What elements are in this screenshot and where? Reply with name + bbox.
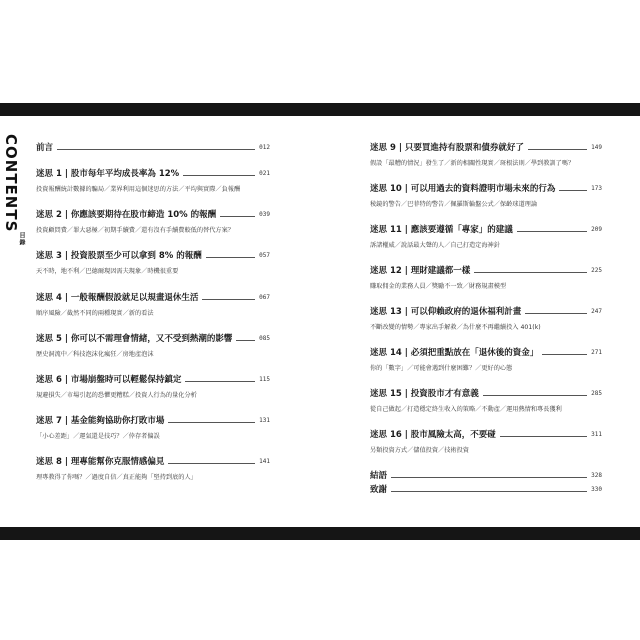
toc-page-number: 271	[591, 349, 602, 356]
leader-line	[483, 395, 587, 396]
toc-entry-title: 迷思 11 | 應該要遵循「專家」的建議	[370, 225, 513, 235]
toc-entry-subtopics: 「小心差距」／運氣還是技巧？／倖存者偏誤	[36, 433, 160, 440]
toc-entry-title: 迷思 14 | 必須把重點放在「退休後的資金」	[370, 348, 539, 358]
contents-heading: CONTENTS	[2, 134, 20, 233]
toc-entry-subtopics: 不斷改變的情勢／專家出手解救／為什麼不再繼續投入 401(k)	[370, 324, 541, 331]
toc-entry	[36, 209, 270, 235]
toc-entry	[36, 456, 270, 482]
leader-line	[559, 190, 587, 191]
toc-entry-title: 迷思 15 | 投資股市才有意義	[370, 389, 479, 399]
toc-page-number: 330	[591, 486, 602, 493]
toc-entry	[36, 142, 270, 154]
toc-entry	[370, 142, 602, 168]
leader-line	[185, 381, 255, 382]
toc-entry-subtopics: 歷史洞流中／科技泡沫化瘋狂／房地產泡沫	[36, 351, 154, 358]
toc-entry	[370, 306, 602, 332]
toc-entry	[370, 429, 602, 455]
toc-entry-subtopics: 天不時，地不利／巴德爾現因需夫現象／時機很重要	[36, 268, 179, 275]
toc-page-number: 039	[259, 211, 270, 218]
toc-entry	[36, 374, 270, 400]
toc-page-number: 311	[591, 431, 602, 438]
toc-entry-title: 迷思 1 | 股市每年平均成長率為 12%	[36, 169, 180, 179]
toc-entry-subtopics: 賺取佣金的業務人員／獎勵不一致／財務規畫模型	[370, 283, 507, 290]
leader-line	[236, 340, 255, 341]
leader-line	[220, 216, 255, 217]
toc-page-number: 012	[259, 144, 270, 151]
leader-line	[206, 257, 255, 258]
toc-page-number: 085	[259, 335, 270, 342]
toc-entry-subtopics: 規避損失／市場引起的恐懼更糟糕／投資人行為的量化分析	[36, 392, 197, 399]
toc-page-number: 057	[259, 252, 270, 259]
toc-entry-title: 迷思 9 | 只要買進持有股票和債券就好了	[370, 143, 524, 153]
toc-entry	[370, 484, 602, 496]
toc-entry-subtopics: 從自己做起／打造穩定終生收入的策略／不動產／運用熱情和專長獲利	[370, 406, 562, 413]
toc-entry-title: 迷思 8 | 理專能幫你克服情感偏見	[36, 457, 165, 467]
toc-entry-subtopics: 理專教得了你嗎？／過度自信／真正能夠「堅持到底的人」	[36, 474, 197, 481]
toc-page-number: 021	[259, 170, 270, 177]
leader-line	[183, 175, 255, 176]
toc-entry-subtopics: 順序風險／截然不同的兩種現實／新的看法	[36, 310, 154, 317]
toc-entry	[370, 265, 602, 291]
toc-page-number: 173	[591, 185, 602, 192]
toc-entry-subtopics: 訴諸權威／說話最大聲的人／自己打造定海神針	[370, 242, 500, 249]
leader-line	[525, 313, 587, 314]
toc-page-number: 115	[259, 376, 270, 383]
toc-entry	[370, 183, 602, 209]
leader-line	[517, 231, 587, 232]
leader-line	[391, 491, 587, 492]
leader-line	[202, 299, 255, 300]
toc-page-number: 131	[259, 417, 270, 424]
toc-entry-title: 結語	[370, 471, 388, 481]
toc-entry-title: 迷思 3 | 投資股票至少可以拿到 8% 的報酬	[36, 251, 202, 261]
toc-entry	[370, 224, 602, 250]
toc-entry	[36, 292, 270, 318]
toc-page-number: 285	[591, 390, 602, 397]
top-black-band	[0, 103, 640, 116]
toc-entry	[36, 168, 270, 194]
toc-entry	[370, 388, 602, 414]
toc-entry-title: 迷思 7 | 基金能夠協助你打敗市場	[36, 416, 165, 426]
leader-line	[391, 477, 587, 478]
toc-entry-title: 迷思 12 | 理財建議都一樣	[370, 266, 471, 276]
toc-entry-title: 迷思 16 | 股市風險太高，不要碰	[370, 430, 496, 440]
leader-line	[168, 422, 255, 423]
toc-entry-title: 迷思 10 | 可以用過去的資料證明市場未來的行為	[370, 184, 556, 194]
toc-entry	[36, 250, 270, 276]
toc-page-number: 149	[591, 144, 602, 151]
toc-entry-subtopics: 投資報酬統計數據的騙局／業界利用這個迷思的方法／平均與實際／負報酬	[36, 186, 241, 193]
toc-page-number: 247	[591, 308, 602, 315]
toc-entry-title: 迷思 5 | 你可以不需理會情緒，又不受到熱潮的影響	[36, 334, 233, 344]
leader-line	[168, 463, 255, 464]
bottom-black-band	[0, 527, 640, 540]
toc-page-number: 209	[591, 226, 602, 233]
toc-entry-subtopics: 你的「數字」／可能會遇到什麼困難？／更好的心態	[370, 365, 513, 372]
toc-entry-title: 迷思 4 | 一般報酬假設就足以規畫退休生活	[36, 293, 199, 303]
toc-page-number: 225	[591, 267, 602, 274]
toc-entry	[36, 415, 270, 441]
toc-entry-subtopics: 稜鏡的警告／巴菲特的警告／佩羅斯輪盤公式／保齡球道理論	[370, 201, 538, 208]
toc-page-number: 141	[259, 458, 270, 465]
leader-line	[542, 354, 587, 355]
leader-line	[500, 436, 587, 437]
leader-line	[57, 149, 255, 150]
toc-entry	[36, 333, 270, 359]
toc-entry-title: 前言	[36, 143, 54, 153]
toc-entry-title: 迷思 2 | 你應該要期待在股市締造 10% 的報酬	[36, 210, 217, 220]
toc-page-number: 067	[259, 294, 270, 301]
toc-entry-title: 迷思 13 | 可以仰賴政府的退休福利計畫	[370, 307, 522, 317]
toc-entry-title: 迷思 6 | 市場崩盤時可以輕鬆保持鎮定	[36, 375, 182, 385]
leader-line	[528, 149, 587, 150]
toc-page-number: 328	[591, 472, 602, 479]
toc-entry-subtopics: 假設「最糟的情況」發生了／新的相關性現實／斑根法則／學到教訓了嗎？	[370, 160, 575, 167]
toc-entry-subtopics: 投資顧問費／罪大惡極／初期手續費／還有沒有手續費較低的替代方案？	[36, 227, 234, 234]
leader-line	[474, 272, 587, 273]
contents-heading-chinese: 目錄	[18, 232, 25, 246]
toc-entry-title: 致謝	[370, 485, 388, 495]
toc-entry	[370, 347, 602, 373]
toc-entry	[370, 470, 602, 482]
toc-entry-subtopics: 另類投資方式／儲值投資／技術投資	[370, 447, 469, 454]
